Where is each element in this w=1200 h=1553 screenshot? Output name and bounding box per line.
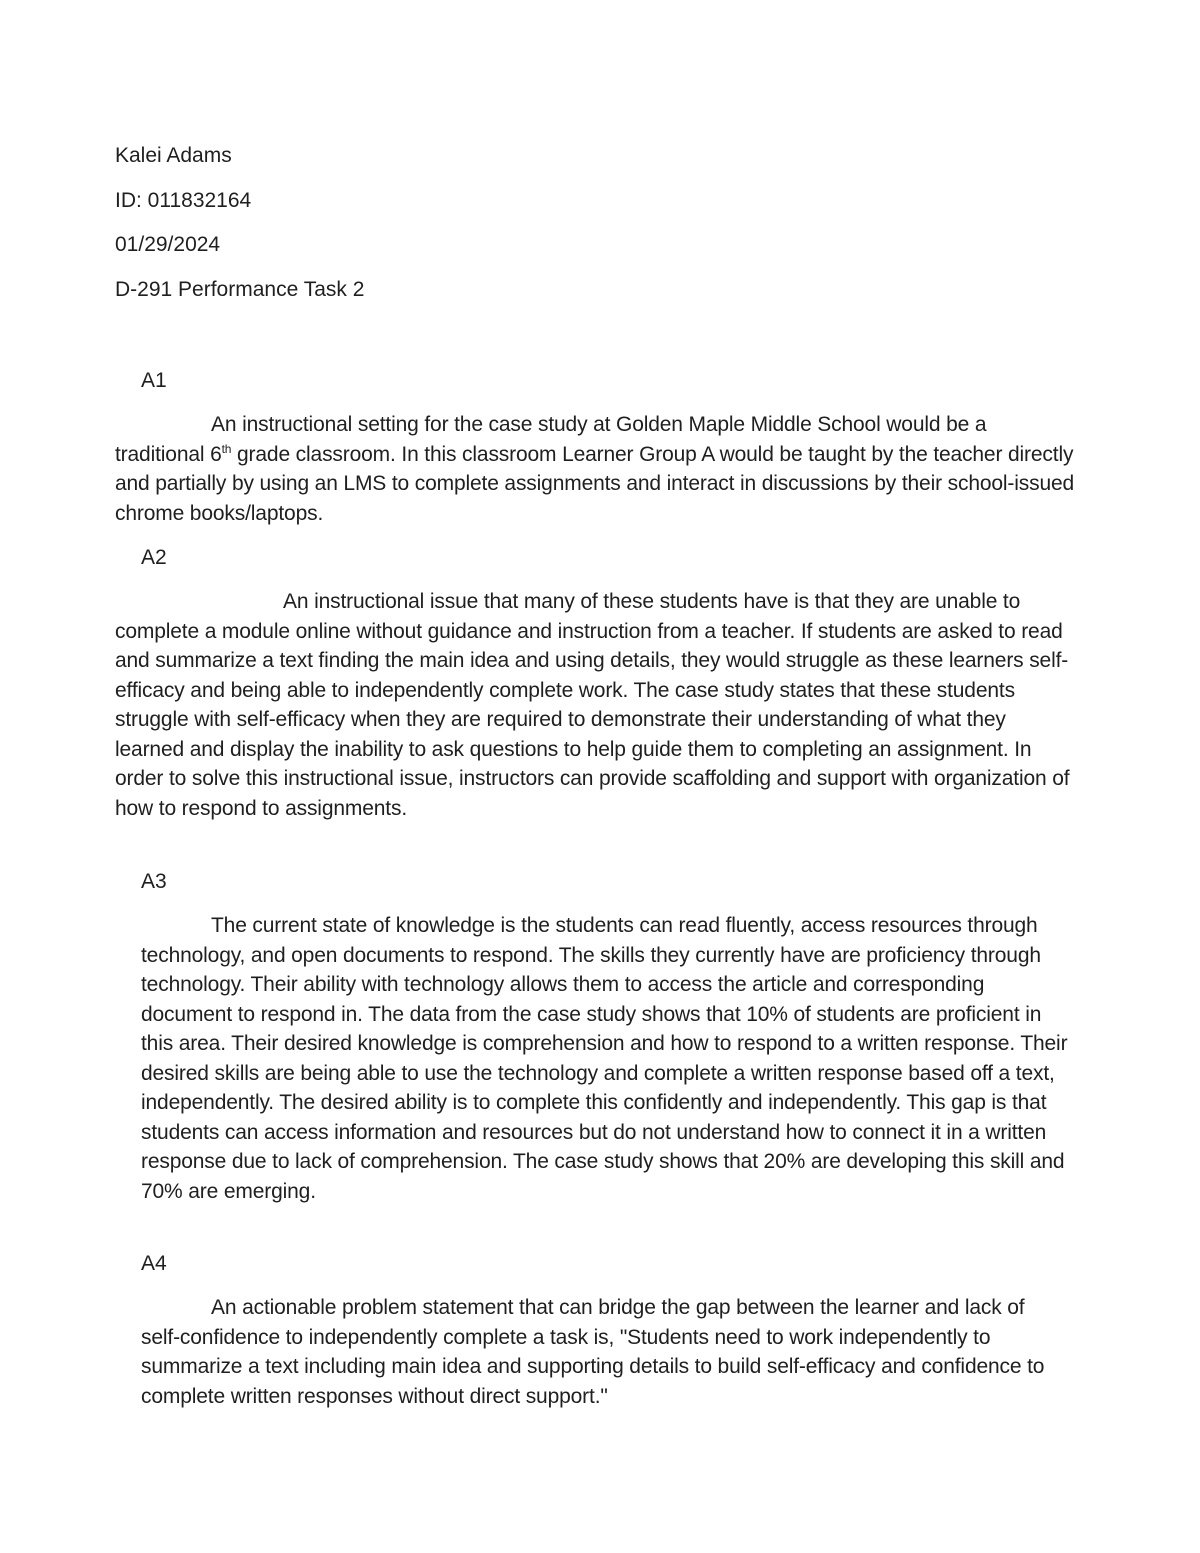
section-a1-paragraph xyxy=(115,410,1075,528)
section-a1-text-start: An instructional setting for the case study at Golden Maple Middle School would be a traditional 6 xyxy=(115,413,987,466)
ordinal-superscript: th xyxy=(221,441,232,456)
student-id: ID: 011832164 xyxy=(115,189,252,212)
section-a2-label: A2 xyxy=(141,546,167,569)
section-a4-paragraph: An actionable problem statement that can bridge the gap between the learner and lack of self-confidence to independently complete a task is, "Students need to work independently to summarize a text including main idea and supporting details to build self-efficacy and confidence to complete written responses without direct support." xyxy=(141,1296,1045,1408)
course-title: D-291 Performance Task 2 xyxy=(115,278,365,301)
section-a1-label: A1 xyxy=(141,369,167,392)
section-a1-text-end: grade classroom. In this classroom Learner Group A would be taught by the teacher directly and partially by using an LMS to complete assignments and interact in discussions by their school-issued chrome books/laptops. xyxy=(115,442,1075,525)
section-a3-paragraph: The current state of knowledge is the students can read fluently, access resources through technology, and open documents to respond. The skills they currently have are proficiency through technology. Their ability with technology allows them to access the article and corresponding document to respond in. The data from the case study shows that 10% of students are proficient in this area. Their desired knowledge is comprehension and how to respond to a written response. Their desired skills are being able to use the technology and complete a written response based off a text, independently. The desired ability is to complete this confidently and independently. This gap is that students can access information and resources but do not understand how to connect it in a written response due to lack of comprehension. The case study shows that 20% are developing this skill and 70% are emerging. xyxy=(141,914,1068,1203)
author-name: Kalei Adams xyxy=(115,144,232,167)
document-date: 01/29/2024 xyxy=(115,233,221,256)
section-a2-paragraph: An instructional issue that many of these students have is that they are unable to complete a module online without guidance and instruction from a teacher. If students are asked to read and summarize a text finding the main idea and using details, they would struggle as these learners self-efficacy and being able to independently complete work. The case study states that these students struggle with self-efficacy when they are required to demonstrate their understanding of what they learned and display the inability to ask questions to help guide them to completing an assignment. In order to solve this instructional issue, instructors can provide scaffolding and support with organization of how to respond to assignments. xyxy=(115,590,1070,820)
section-a4-label: A4 xyxy=(141,1252,167,1275)
section-a3-label: A3 xyxy=(141,870,167,893)
